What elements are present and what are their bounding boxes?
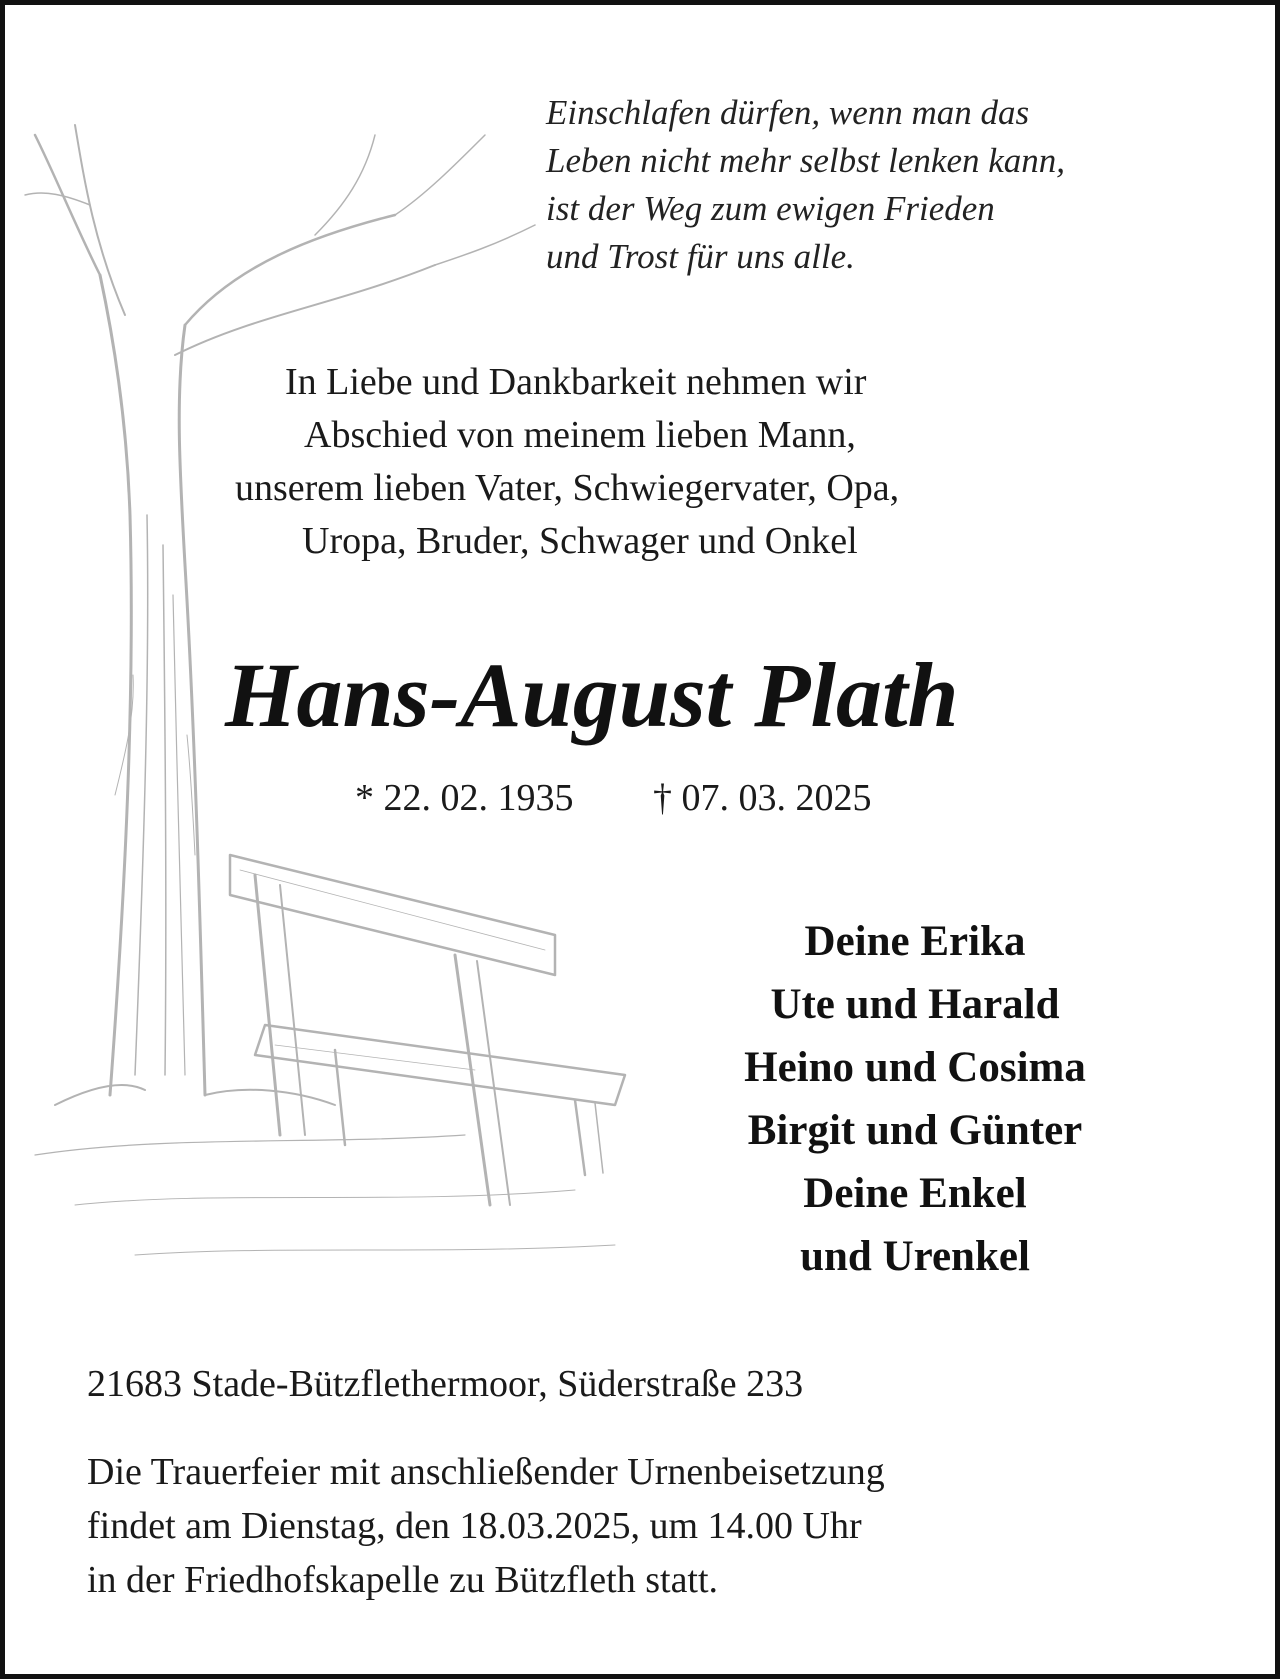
mourner-line: Birgit und Günter (747, 1107, 1083, 1154)
intro-line: Abschied von meinem lieben Mann, (304, 414, 856, 456)
intro-line: Uropa, Bruder, Schwager und Onkel (302, 520, 858, 562)
deceased-name: Hans-August Plath (225, 644, 959, 746)
poem-line: Leben nicht mehr selbst lenken kann, (546, 141, 1066, 180)
mourner-line: Deine Erika (804, 918, 1026, 965)
intro-line: In Liebe und Dankbarkeit nehmen wir (285, 361, 867, 403)
mourner-line: Deine Enkel (803, 1170, 1027, 1217)
mourner-line: Heino und Cosima (744, 1044, 1086, 1091)
mourners-list (665, 910, 1165, 1288)
mourner-line: und Urenkel (800, 1233, 1030, 1280)
poem-line: ist der Weg zum ewigen Frieden (546, 189, 995, 228)
death-date: † 07. 03. 2025 (653, 777, 872, 819)
poem (546, 89, 1246, 281)
address: 21683 Stade-Bützflethermoor, Süderstraße 233 (87, 1363, 804, 1405)
birth-date: * 22. 02. 1935 (355, 777, 574, 819)
service-line: in der Friedhofskapelle zu Bützfleth statt. (87, 1559, 719, 1601)
mourner-line: Ute und Harald (770, 981, 1060, 1028)
life-dates (355, 774, 872, 822)
intro-line: unserem lieben Vater, Schwiegervater, Opa, (235, 467, 900, 509)
poem-line: und Trost für uns alle. (546, 237, 855, 276)
service-line: Die Trauerfeier mit anschließender Urnenbeisetzung (87, 1451, 885, 1493)
service-line: findet am Dienstag, den 18.03.2025, um 14.00 Uhr (87, 1505, 862, 1547)
service-info (87, 1445, 885, 1607)
poem-line: Einschlafen dürfen, wenn man das (546, 93, 1030, 132)
farewell-intro (165, 356, 1125, 568)
